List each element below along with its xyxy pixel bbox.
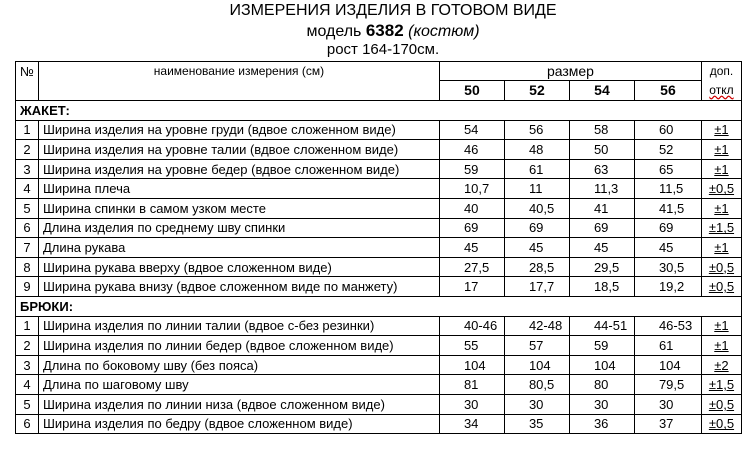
size-value: 104 bbox=[439, 355, 504, 375]
size-value: 40,5 bbox=[504, 198, 569, 218]
tolerance-cell bbox=[701, 277, 741, 297]
size-value: 80,5 bbox=[504, 375, 569, 395]
tolerance-value: ±1 bbox=[714, 239, 729, 255]
row-number: 9 bbox=[16, 277, 39, 297]
measurement-name: Длина изделия по среднему шву спинки bbox=[38, 218, 439, 238]
section-spacer bbox=[439, 296, 504, 316]
tolerance-cell bbox=[701, 414, 741, 434]
size-value: 54 bbox=[439, 120, 504, 140]
size-value: 104 bbox=[569, 355, 634, 375]
section-spacer bbox=[701, 296, 741, 316]
section-spacer bbox=[439, 101, 504, 121]
measurement-name: Ширина изделия на уровне бедер (вдвое сложенном виде) bbox=[38, 159, 439, 179]
tolerance-value: ±1 bbox=[714, 141, 729, 157]
row-number: 2 bbox=[16, 336, 39, 356]
measurement-name: Ширина изделия на уровне груди (вдвое сложенном виде) bbox=[38, 120, 439, 140]
size-value: 61 bbox=[634, 336, 701, 356]
column-header-number: № bbox=[16, 62, 39, 101]
tolerance-value: ±0,5 bbox=[708, 259, 735, 275]
tolerance-value: ±1 bbox=[714, 200, 729, 216]
size-value: 30 bbox=[569, 394, 634, 414]
size-value: 58 bbox=[569, 120, 634, 140]
row-number: 2 bbox=[16, 140, 39, 160]
size-value: 30 bbox=[439, 394, 504, 414]
row-number: 8 bbox=[16, 257, 39, 277]
section-spacer bbox=[569, 296, 634, 316]
tolerance-value: ±0,5 bbox=[708, 416, 735, 432]
page-title: ИЗМЕРЕНИЯ ИЗДЕЛИЯ В ГОТОВОМ ВИДЕ bbox=[229, 2, 557, 19]
tolerance-cell bbox=[701, 375, 741, 395]
row-number: 6 bbox=[16, 218, 39, 238]
size-value: 11,3 bbox=[569, 179, 634, 199]
size-value: 55 bbox=[439, 336, 504, 356]
tolerance-value: ±0,5 bbox=[708, 181, 735, 197]
measurement-name: Ширина рукава внизу (вдвое сложенном виде по манжету) bbox=[38, 277, 439, 297]
tolerance-cell bbox=[701, 316, 741, 336]
size-value: 41,5 bbox=[634, 198, 701, 218]
size-value: 35 bbox=[504, 414, 569, 434]
size-value: 34 bbox=[439, 414, 504, 434]
size-value: 69 bbox=[634, 218, 701, 238]
row-number: 1 bbox=[16, 316, 39, 336]
table-row bbox=[16, 257, 742, 277]
table-row bbox=[16, 414, 742, 434]
size-value: 65 bbox=[634, 159, 701, 179]
section-spacer bbox=[701, 101, 741, 121]
table-row bbox=[16, 159, 742, 179]
size-value: 45 bbox=[569, 238, 634, 258]
size-value: 29,5 bbox=[569, 257, 634, 277]
height-range: рост 164-170см. bbox=[326, 41, 440, 58]
size-value: 59 bbox=[569, 336, 634, 356]
section-spacer bbox=[569, 101, 634, 121]
tolerance-cell bbox=[701, 179, 741, 199]
tolerance-header-line1: доп. bbox=[709, 64, 734, 78]
column-header-tolerance bbox=[701, 62, 741, 101]
size-value: 45 bbox=[504, 238, 569, 258]
measurement-name: Ширина изделия по бедру (вдвое сложенном виде) bbox=[38, 414, 439, 434]
section-title: БРЮКИ: bbox=[16, 296, 440, 316]
section-spacer bbox=[634, 296, 701, 316]
measurement-name: Длина по шаговому шву bbox=[38, 375, 439, 395]
size-value: 57 bbox=[504, 336, 569, 356]
measurement-name: Ширина изделия на уровне талии (вдвое сложенном виде) bbox=[38, 140, 439, 160]
measurement-name: Длина рукава bbox=[38, 238, 439, 258]
size-header: 52 bbox=[504, 81, 569, 101]
table-row bbox=[16, 316, 742, 336]
column-header-name: наименование измерения (см) bbox=[38, 62, 439, 101]
size-header: 56 bbox=[634, 81, 701, 101]
table-row bbox=[16, 238, 742, 258]
tolerance-value: ±1 bbox=[714, 161, 729, 177]
size-value: 50 bbox=[569, 140, 634, 160]
measurement-name: Ширина плеча bbox=[38, 179, 439, 199]
measurement-name: Длина по боковому шву (без пояса) bbox=[38, 355, 439, 375]
table-row bbox=[16, 120, 742, 140]
row-number: 4 bbox=[16, 179, 39, 199]
size-value: 69 bbox=[439, 218, 504, 238]
model-kind: (костюм) bbox=[408, 23, 480, 40]
section-title: ЖАКЕТ: bbox=[16, 101, 440, 121]
tolerance-cell bbox=[701, 159, 741, 179]
size-value: 11 bbox=[504, 179, 569, 199]
size-value: 19,2 bbox=[634, 277, 701, 297]
column-header-size: размер bbox=[439, 62, 701, 81]
size-value: 79,5 bbox=[634, 375, 701, 395]
size-header: 54 bbox=[569, 81, 634, 101]
size-value: 36 bbox=[569, 414, 634, 434]
size-value: 104 bbox=[634, 355, 701, 375]
table-row bbox=[16, 375, 742, 395]
table-row bbox=[16, 277, 742, 297]
size-value: 52 bbox=[634, 140, 701, 160]
size-value: 30 bbox=[634, 394, 701, 414]
table-row bbox=[16, 218, 742, 238]
size-value: 10,7 bbox=[439, 179, 504, 199]
tolerance-cell bbox=[701, 238, 741, 258]
table-row bbox=[16, 140, 742, 160]
tolerance-cell bbox=[701, 198, 741, 218]
table-row bbox=[16, 336, 742, 356]
section-row bbox=[16, 296, 742, 316]
row-number: 3 bbox=[16, 159, 39, 179]
measurement-name: Ширина изделия по линии талии (вдвое с-без резинки) bbox=[38, 316, 439, 336]
row-number: 1 bbox=[16, 120, 39, 140]
size-value: 46 bbox=[439, 140, 504, 160]
size-value: 30 bbox=[504, 394, 569, 414]
model-label: модель bbox=[306, 23, 362, 40]
size-value: 44-51 bbox=[569, 316, 634, 336]
size-value: 46-53 bbox=[634, 316, 701, 336]
size-value: 45 bbox=[634, 238, 701, 258]
section-spacer bbox=[504, 101, 569, 121]
model-number: 6382 bbox=[365, 21, 404, 40]
size-value: 40 bbox=[439, 198, 504, 218]
tolerance-cell bbox=[701, 355, 741, 375]
measurements-table bbox=[15, 61, 742, 434]
measurement-name: Ширина спинки в самом узком месте bbox=[38, 198, 439, 218]
tolerance-cell bbox=[701, 120, 741, 140]
size-value: 104 bbox=[504, 355, 569, 375]
section-spacer bbox=[504, 296, 569, 316]
tolerance-value: ±1 bbox=[714, 337, 729, 353]
size-value: 61 bbox=[504, 159, 569, 179]
tolerance-cell bbox=[701, 394, 741, 414]
table-row bbox=[16, 394, 742, 414]
tolerance-cell bbox=[701, 336, 741, 356]
size-value: 18,5 bbox=[569, 277, 634, 297]
tolerance-cell bbox=[701, 218, 741, 238]
row-number: 7 bbox=[16, 238, 39, 258]
size-value: 60 bbox=[634, 120, 701, 140]
tolerance-header-line2: откл bbox=[709, 83, 734, 97]
tolerance-value: ±0,5 bbox=[708, 396, 735, 412]
tolerance-value: ±1,5 bbox=[708, 377, 735, 393]
tolerance-value: ±0,5 bbox=[708, 279, 735, 295]
size-header: 50 bbox=[439, 81, 504, 101]
size-value: 17 bbox=[439, 277, 504, 297]
size-value: 30,5 bbox=[634, 257, 701, 277]
size-value: 81 bbox=[439, 375, 504, 395]
size-value: 45 bbox=[439, 238, 504, 258]
size-value: 11,5 bbox=[634, 179, 701, 199]
row-number: 5 bbox=[16, 394, 39, 414]
size-value: 27,5 bbox=[439, 257, 504, 277]
size-value: 56 bbox=[504, 120, 569, 140]
model-line bbox=[0, 21, 756, 41]
table-row bbox=[16, 355, 742, 375]
tolerance-value: ±1 bbox=[714, 318, 729, 334]
size-value: 59 bbox=[439, 159, 504, 179]
measurement-name: Ширина рукава вверху (вдвое сложенном виде) bbox=[38, 257, 439, 277]
table-row bbox=[16, 198, 742, 218]
tolerance-value: ±2 bbox=[714, 357, 729, 373]
row-number: 6 bbox=[16, 414, 39, 434]
size-value: 28,5 bbox=[504, 257, 569, 277]
size-value: 42-48 bbox=[504, 316, 569, 336]
size-value: 40-46 bbox=[439, 316, 504, 336]
section-row bbox=[16, 101, 742, 121]
row-number: 5 bbox=[16, 198, 39, 218]
tolerance-cell bbox=[701, 257, 741, 277]
size-value: 48 bbox=[504, 140, 569, 160]
size-value: 41 bbox=[569, 198, 634, 218]
size-value: 63 bbox=[569, 159, 634, 179]
section-spacer bbox=[634, 101, 701, 121]
size-value: 69 bbox=[569, 218, 634, 238]
size-value: 37 bbox=[634, 414, 701, 434]
measurement-name: Ширина изделия по линии низа (вдвое сложенном виде) bbox=[38, 394, 439, 414]
size-value: 17,7 bbox=[504, 277, 569, 297]
size-value: 69 bbox=[504, 218, 569, 238]
tolerance-value: ±1,5 bbox=[708, 220, 735, 236]
row-number: 4 bbox=[16, 375, 39, 395]
table-row bbox=[16, 179, 742, 199]
tolerance-cell bbox=[701, 140, 741, 160]
tolerance-value: ±1 bbox=[714, 122, 729, 138]
measurement-name: Ширина изделия по линии бедер (вдвое сложенном виде) bbox=[38, 336, 439, 356]
size-value: 80 bbox=[569, 375, 634, 395]
row-number: 3 bbox=[16, 355, 39, 375]
